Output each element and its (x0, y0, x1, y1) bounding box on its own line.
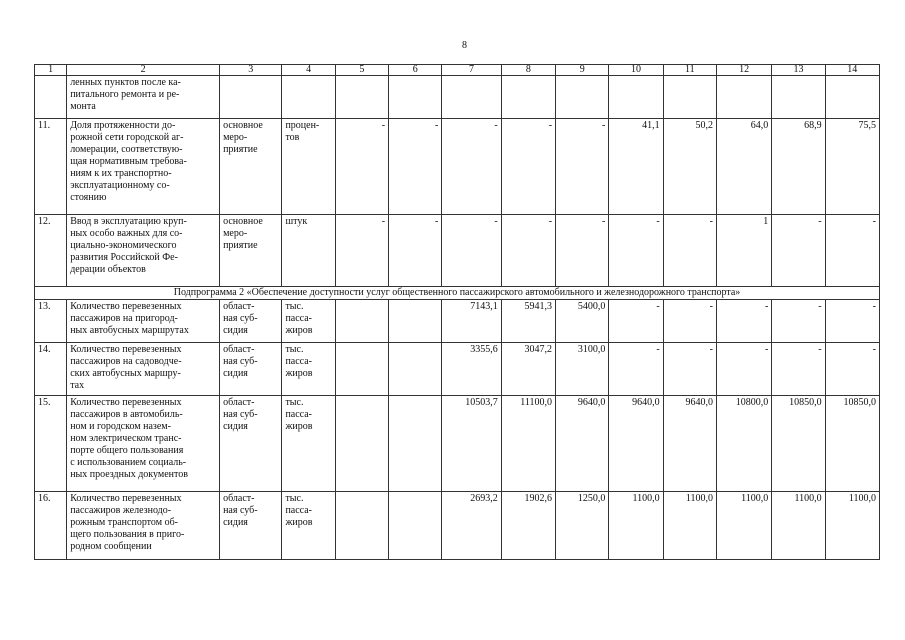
value-cell (335, 492, 388, 560)
value-cell: 1100,0 (716, 492, 771, 560)
value-cell (501, 76, 555, 119)
value-cell: 10850,0 (772, 396, 825, 492)
indicator-name: Ввод в эксплуатацию круп- ных особо важных для со- циально-экономического развития Российской Фе- дерации объектов (67, 215, 220, 287)
value-cell: - (609, 215, 663, 287)
value-cell (389, 343, 442, 396)
value-cell: - (609, 300, 663, 343)
value-cell: 10850,0 (825, 396, 879, 492)
value-cell (389, 492, 442, 560)
row-number: 16. (35, 492, 67, 560)
value-cell: - (501, 119, 555, 215)
row-number: 13. (35, 300, 67, 343)
column-number: 2 (67, 65, 220, 76)
value-cell: - (716, 343, 771, 396)
column-number: 9 (556, 65, 609, 76)
value-cell: - (825, 300, 879, 343)
indicator-source: област- ная суб- сидия (220, 396, 282, 492)
value-cell: 1100,0 (825, 492, 879, 560)
value-cell: 3100,0 (556, 343, 609, 396)
column-number: 7 (442, 65, 501, 76)
indicator-name: Количество перевезенных пассажиров железнодо- рожным транспортом об- щего пользования в приго- родном сообщении (67, 492, 220, 560)
indicators-table (34, 64, 880, 560)
value-cell: 75,5 (825, 119, 879, 215)
column-number: 1 (35, 65, 67, 76)
value-cell (609, 76, 663, 119)
column-number: 4 (282, 65, 335, 76)
row-number: 11. (35, 119, 67, 215)
value-cell: 11100,0 (501, 396, 555, 492)
column-number: 6 (389, 65, 442, 76)
value-cell: - (442, 215, 501, 287)
value-cell: - (663, 300, 716, 343)
table-row (35, 492, 880, 560)
indicator-name: Количество перевезенных пассажиров в автомобиль- ном и городском назем- ном электрическом транс- порте общего пользования с использованием социаль- ных проездных документов (67, 396, 220, 492)
value-cell (389, 396, 442, 492)
value-cell: - (772, 343, 825, 396)
row-number: 12. (35, 215, 67, 287)
value-cell (335, 300, 388, 343)
row-number (35, 76, 67, 119)
value-cell: - (772, 215, 825, 287)
indicator-source: основное меро- приятие (220, 215, 282, 287)
unit (282, 76, 335, 119)
value-cell: 5400,0 (556, 300, 609, 343)
value-cell: 9640,0 (556, 396, 609, 492)
value-cell: 1 (716, 215, 771, 287)
subprogram-row (35, 287, 880, 300)
value-cell: 3355,6 (442, 343, 501, 396)
row-number: 14. (35, 343, 67, 396)
value-cell: - (609, 343, 663, 396)
value-cell: - (442, 119, 501, 215)
unit: тыс. пасса- жиров (282, 396, 335, 492)
value-cell: - (663, 343, 716, 396)
value-cell (716, 76, 771, 119)
value-cell: 1100,0 (772, 492, 825, 560)
value-cell (335, 76, 388, 119)
value-cell: 1100,0 (663, 492, 716, 560)
value-cell: - (389, 215, 442, 287)
indicator-source: област- ная суб- сидия (220, 300, 282, 343)
value-cell: 1902,6 (501, 492, 555, 560)
value-cell: 50,2 (663, 119, 716, 215)
table-row (35, 396, 880, 492)
value-cell: 9640,0 (663, 396, 716, 492)
value-cell: - (825, 215, 879, 287)
indicator-source: област- ная суб- сидия (220, 492, 282, 560)
value-cell: - (556, 215, 609, 287)
value-cell (335, 343, 388, 396)
value-cell (335, 396, 388, 492)
value-cell (556, 76, 609, 119)
column-number: 14 (825, 65, 879, 76)
column-number: 11 (663, 65, 716, 76)
value-cell: 5941,3 (501, 300, 555, 343)
column-number: 5 (335, 65, 388, 76)
unit: тыс. пасса- жиров (282, 343, 335, 396)
subprogram-title: Подпрограмма 2 «Обеспечение доступности услуг общественного пассажирского автомобильного и железнодорожного транспорта» (35, 287, 880, 300)
indicator-name: Доля протяженности до- рожной сети городской аг- ломерации, соответствую- щая нормативным требова- ниям к их транспортно- эксплуатационному со- стоянию (67, 119, 220, 215)
value-cell: - (335, 215, 388, 287)
table-row (35, 119, 880, 215)
value-cell: 10503,7 (442, 396, 501, 492)
table-row (35, 300, 880, 343)
value-cell: - (389, 119, 442, 215)
value-cell: - (716, 300, 771, 343)
indicator-name: Количество перевезенных пассажиров на пригород- ных автобусных маршрутах (67, 300, 220, 343)
value-cell: 1250,0 (556, 492, 609, 560)
value-cell: 1100,0 (609, 492, 663, 560)
value-cell: - (501, 215, 555, 287)
indicator-name: ленных пунктов после ка- питального ремонта и ре- монта (67, 76, 220, 119)
value-cell: 9640,0 (609, 396, 663, 492)
column-number: 13 (772, 65, 825, 76)
indicator-source (220, 76, 282, 119)
value-cell: - (556, 119, 609, 215)
row-number: 15. (35, 396, 67, 492)
indicator-name: Количество перевезенных пассажиров на садоводче- ских автобусных маршру- тах (67, 343, 220, 396)
page-number: 8 (462, 40, 467, 51)
header-row (35, 65, 880, 76)
table-row (35, 76, 880, 119)
value-cell: 68,9 (772, 119, 825, 215)
value-cell: 3047,2 (501, 343, 555, 396)
value-cell: 64,0 (716, 119, 771, 215)
table-row (35, 343, 880, 396)
value-cell (442, 76, 501, 119)
indicator-source: основное меро- приятие (220, 119, 282, 215)
indicator-source: област- ная суб- сидия (220, 343, 282, 396)
value-cell: 41,1 (609, 119, 663, 215)
unit: штук (282, 215, 335, 287)
unit: тыс. пасса- жиров (282, 492, 335, 560)
unit: тыс. пасса- жиров (282, 300, 335, 343)
value-cell: 7143,1 (442, 300, 501, 343)
value-cell: - (772, 300, 825, 343)
value-cell (825, 76, 879, 119)
value-cell: - (663, 215, 716, 287)
value-cell (389, 76, 442, 119)
value-cell: - (335, 119, 388, 215)
unit: процен- тов (282, 119, 335, 215)
table-row (35, 215, 880, 287)
column-number: 12 (716, 65, 771, 76)
value-cell (663, 76, 716, 119)
value-cell (389, 300, 442, 343)
column-number: 8 (501, 65, 555, 76)
value-cell: - (825, 343, 879, 396)
column-number: 3 (220, 65, 282, 76)
value-cell: 10800,0 (716, 396, 771, 492)
value-cell: 2693,2 (442, 492, 501, 560)
column-number: 10 (609, 65, 663, 76)
value-cell (772, 76, 825, 119)
